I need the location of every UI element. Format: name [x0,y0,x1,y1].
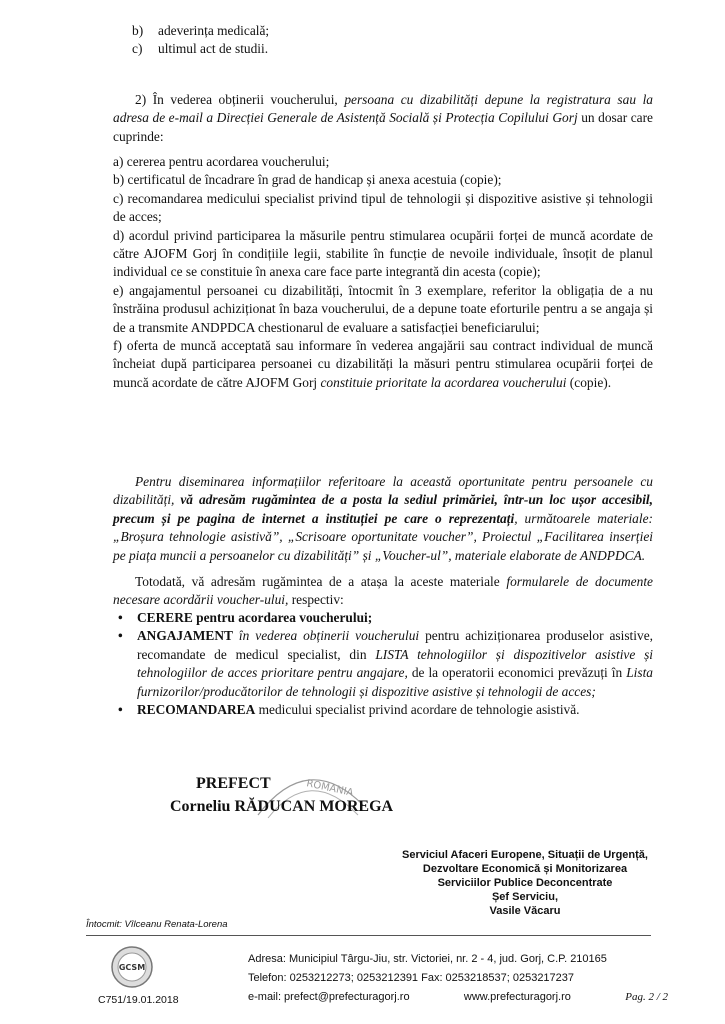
dossier-item-d: d) acordul privind participarea la măsurile pentru stimularea ocupării forței de muncă acordate de către AJOFM Gorj în condițiile legii, stabilite în funcție de nevoile individuale, însoțit de planul individual ce se constituie în anexa care face parte integrantă din acesta (copie); [113,227,653,280]
dossier-item-b: b) certificatul de încadrare în grad de handicap și anexa acestuia (copie); [113,172,502,188]
document-code: C751/19.01.2018 [98,994,179,1006]
dossier-item-c: c) recomandarea medicului specialist privind tipul de tehnologii și dispozitive asistive și tehnologii de acces; [113,190,653,225]
footer-divider [86,935,651,936]
logo-text: GCSM [118,963,146,972]
footer-address: Adresa: Municipiul Târgu-Jiu, str. Victoriei, nr. 2 - 4, jud. Gorj, C.P. 210165 [248,953,607,965]
stamp-text: ROMANIA [305,778,355,799]
dossier-item-a: a) cererea pentru acordarea voucherului; [113,154,330,169]
page-number: Pag. 2 / 2 [625,991,668,1003]
bullet-angajament: • ANGAJAMENT în vederea obținerii voucherului pentru achiziționarea produselor asistive, recomandate de medicul specialist, din LISTA tehnologiilor și dispozitivelor asistive și tehnologiilor de acces prioritare pentru angajare, de la operatorii economici prevăzuți în Lista furnizorilor/producătorilor de tehnologii și dispozitive asistive și tehnologii de acces; [118,628,654,699]
bullet-icon: • [118,628,123,644]
paragraph-voucher-dossier: 2) În vederea obținerii voucherului, persoana cu dizabilități depune la registratura sau la adresa de e-mail a Direcției Generale de Asistență Socială și Protecția Copilului Gorj un dosar care cuprinde: [113,92,654,144]
list-item: b) adeverința medicală; [132,23,270,38]
bullet-icon: • [118,702,123,718]
footer-links-row [248,988,668,1007]
bullet-cerere: • CERERE pentru acordarea voucherului; [113,609,653,627]
footer-contact [248,950,668,1007]
dossier-item-f: f) oferta de muncă acceptată sau informare în vederea angajării sau contract individual de muncă încheiat după participarea persoanei cu dizabilități la măsuri pentru stimularea ocupării forței de muncă acordate de către AJOFM Gorj constituie prioritate la acordarea voucherului (copie). [113,338,653,390]
department-block: Serviciul Afaceri Europene, Situații de Urgență, Dezvoltare Economică și Monitorizarea Serviciilor Publice Deconcentrate Șef Serviciu, Vasile Văcaru [402,849,648,917]
dossier-item-e: e) angajamentul persoanei cu dizabilități, întocmit în 3 exemplare, referitor la obligația de a nu înstrăina produsul achiziționat în baza voucherului, de a depune toate eforturile pentru a se angaja și de a transmite ANDPDCA chestionarul de evaluare a satisfacției beneficiarului; [113,282,653,335]
list-item: c) ultimul act de studii. [132,41,269,57]
gcsm-certification-logo-icon [110,945,154,989]
footer-website: www.prefecturagorj.ro [463,991,571,1003]
prepared-by: Întocmit: Vîlceanu Renata-Lorena [86,919,228,930]
dossier-items [113,153,653,392]
paragraph-attachments: Totodată, vă adresăm rugămintea de a atașa la aceste materiale formularele de documente necesare acordării voucher-ului, respectiv: [113,574,653,608]
bullet-icon: • [118,610,123,625]
attachment-bullets [113,609,653,719]
footer-email: e-mail: prefect@prefecturagorj.ro [248,991,410,1003]
bullet-recomandarea: • RECOMANDAREA medicului specialist privind acordare de tehnologie asistivă. [113,701,653,719]
signature-block [170,772,393,818]
signatory-name: Corneliu RĂDUCAN MOREGA [170,798,394,815]
paragraph-dissemination: Pentru diseminarea informațiilor referitoare la această oportunitate pentru persoanele cu dizabilități, vă adresăm rugămintea de a posta la sediul primăriei, într-un loc ușor accesibil, precum și pe pagina de internet a instituției pe care o reprezentați, următoarele materiale: „Broșura tehnologie asistivă”, „Scrisoare oportunitate voucher”, Proiectul „Facilitarea inserției pe piața muncii a persoanelor cu dizabilități” și „Voucher-ul”, materiale elaborate de ANDPDCA. [113,474,654,563]
footer-phones: Telefon: 0253212273; 0253212391 Fax: 0253218537; 0253217237 [248,972,575,984]
signatory-title: PREFECT [196,775,271,792]
requirements-list-continued [132,22,552,59]
